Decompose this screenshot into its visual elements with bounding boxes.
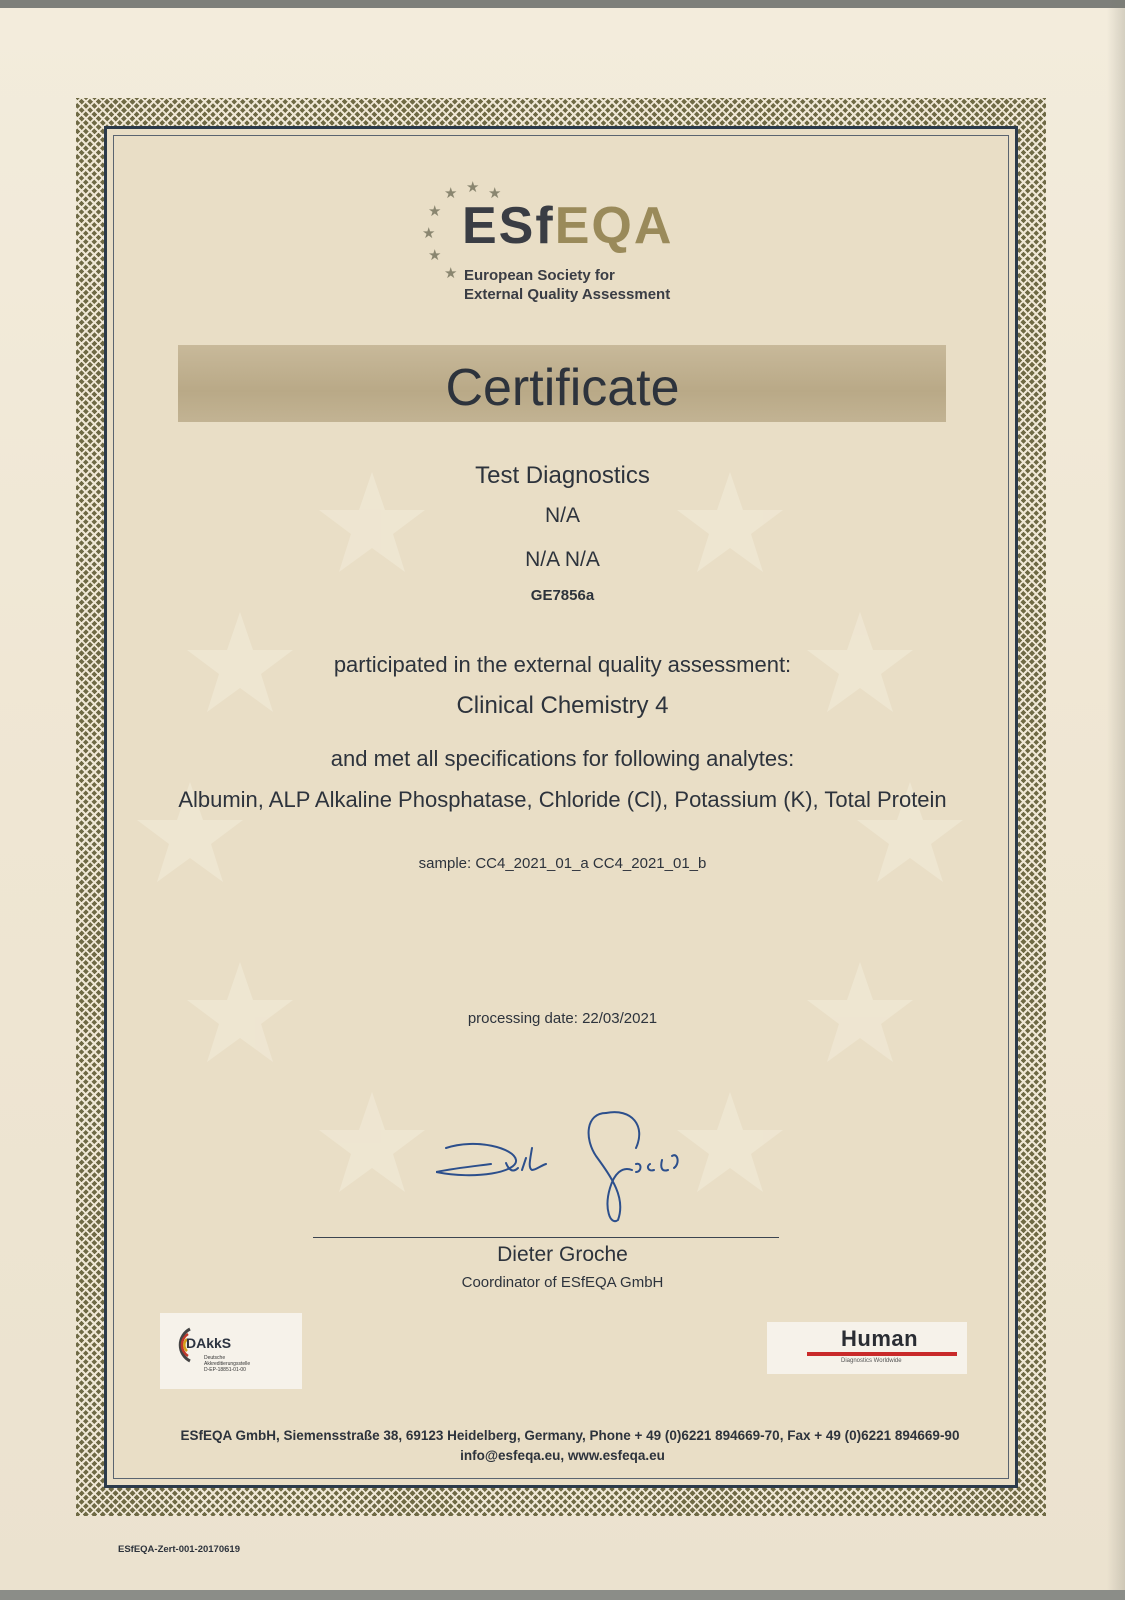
logo-subtitle-line2: External Quality Assessment: [464, 286, 671, 303]
analytes-list: Albumin, ALP Alkaline Phosphatase, Chloride (Cl), Potassium (K), Total Protein: [178, 787, 947, 812]
dakks-sub1: Deutsche: [204, 1355, 226, 1361]
certificate-title: Certificate: [445, 359, 680, 417]
logo-wordmark: [462, 197, 674, 255]
logo-star-icon: ★: [444, 185, 458, 202]
footer-contact: info@esfeqa.eu, www.esfeqa.eu: [460, 1448, 665, 1463]
logo-wordmark-esf: ESf: [462, 197, 555, 255]
processing-date: processing date: 22/03/2021: [467, 1010, 658, 1027]
signature-line: [313, 1237, 779, 1238]
document-id: ESfEQA-Zert-001-20170619: [118, 1544, 240, 1555]
logo-star-icon: ★: [422, 225, 436, 242]
esfeqa-logo: [420, 178, 720, 308]
specifications-statement: and met all specifications for following analytes:: [330, 746, 795, 771]
dakks-sub3: D-EP-18851-01-00: [204, 1367, 246, 1373]
signatory-name: Dieter Groche: [497, 1243, 628, 1266]
handwritten-signature: [436, 1108, 696, 1228]
organization-name: Test Diagnostics: [475, 462, 650, 489]
address-line-1: N/A: [544, 504, 580, 527]
signatory-role: Coordinator of ESfEQA GmbH: [461, 1274, 664, 1291]
logo-wordmark-eqa: EQA: [554, 197, 674, 255]
logo-star-icon: ★: [466, 179, 480, 196]
logo-subtitle: [464, 266, 670, 304]
logo-star-icon: ★: [444, 265, 458, 282]
logo-star-icon: ★: [488, 185, 502, 202]
top-background-band: [0, 0, 1125, 8]
dakks-name: DAkkS: [186, 1335, 232, 1351]
assessment-name: Clinical Chemistry 4: [456, 692, 669, 719]
dakks-sub2: Akkreditierungsstelle: [204, 1361, 251, 1367]
dakks-accreditation-logo: [160, 1313, 302, 1389]
human-red-swoosh: [807, 1352, 957, 1356]
logo-subtitle-line1: European Society for: [464, 267, 615, 284]
dakks-details: [204, 1355, 250, 1373]
participation-statement: participated in the external quality assessment:: [333, 652, 792, 677]
human-diagnostics-logo: [767, 1322, 967, 1374]
participant-id: GE7856a: [530, 587, 595, 604]
watermark-star: [319, 1092, 425, 1192]
logo-star-icon: ★: [428, 203, 442, 220]
address-line-2: N/A N/A: [525, 548, 600, 571]
sample-ids: sample: CC4_2021_01_a CC4_2021_01_b: [418, 855, 707, 872]
logo-star-icon: ★: [428, 247, 442, 264]
human-tagline: Diagnostics Worldwide: [841, 1358, 902, 1364]
footer-address: ESfEQA GmbH, Siemensstraße 38, 69123 Heidelberg, Germany, Phone + 49 (0)6221 894669-70, Fax + 49 (0)6221 894669-90: [180, 1428, 960, 1443]
bottom-background-band: [0, 1590, 1125, 1600]
human-wordmark: Human: [841, 1326, 919, 1351]
